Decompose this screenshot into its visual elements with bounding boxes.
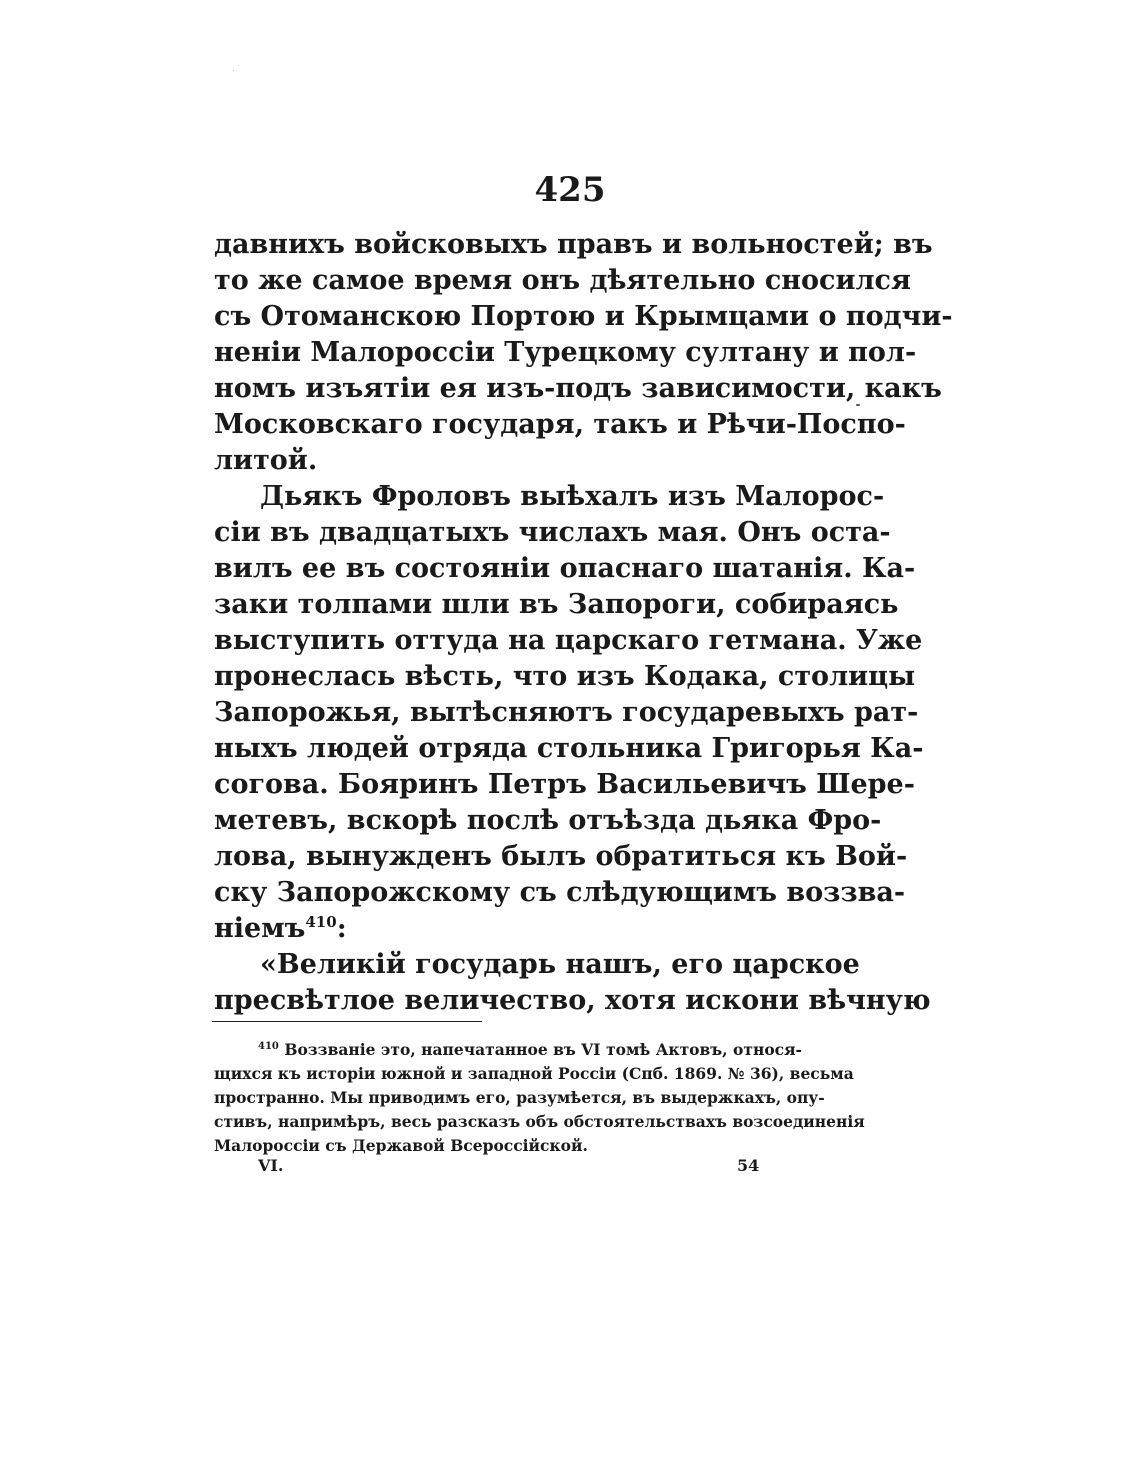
text-fragment: ніемъ <box>214 913 306 944</box>
footnote-line: пространно. Мы приводимъ его, разумѣется, въ выдержкахъ, опу- <box>214 1088 825 1107</box>
footnote-text: Воззваніе это, напечатанное въ VI томѣ Актовъ, относя- <box>284 1040 802 1059</box>
footnote-separator <box>212 1021 482 1022</box>
text-line: давнихъ войсковыхъ правъ и вольностей; въ <box>214 229 933 260</box>
scan-speck <box>856 404 860 406</box>
text-line: ску Запорожскому съ слѣдующимъ воззва- <box>214 877 906 908</box>
text-line: «Великій государь нашъ, его царское <box>260 949 860 980</box>
text-line: литой. <box>214 445 318 476</box>
text-line: согова. Бояринъ Петръ Васильевичъ Шере- <box>214 769 915 800</box>
text-line: ныхъ людей отряда стольника Григорья Ка- <box>214 733 924 764</box>
text-line <box>214 912 802 946</box>
text-line: Дьякъ Фроловъ выѣхалъ изъ Малорос- <box>260 481 885 512</box>
footnote-line: стивъ, напримѣръ, весь разсказъ объ обстоятельствахъ возсоединенія <box>214 1112 865 1131</box>
page-number: 425 <box>534 170 606 210</box>
text-line: Московскаго государя, такъ и Рѣчи-Поспо- <box>214 409 906 440</box>
footnote-line: щихся къ исторіи южной и западной Россіи (Спб. 1869. № 36), весьма <box>214 1064 854 1083</box>
text-line: лова, вынужденъ былъ обратиться къ Вой- <box>214 841 908 872</box>
text-line: метевъ, вскорѣ послѣ отъѣзда дьяка Фро- <box>214 805 882 836</box>
footnote-reference: 410 <box>305 913 337 931</box>
text-line: номъ изъятіи ея изъ-подъ зависимости, какъ <box>214 373 942 404</box>
footnote-line: Малороссіи съ Державой Всероссійской. <box>214 1136 588 1155</box>
text-line: вилъ ее въ состояніи опаснаго шатанія. Ка- <box>214 553 916 584</box>
footnote-line <box>258 1038 802 1062</box>
scan-speck <box>233 70 234 71</box>
sheet-number: 54 <box>737 1156 760 1175</box>
text-line: выступить оттуда на царскаго гетмана. Уже <box>214 625 923 656</box>
text-line: заки толпами шли въ Запороги, собираясь <box>214 589 899 620</box>
footnote-number: 410 <box>258 1040 279 1052</box>
punctuation: : <box>336 913 347 944</box>
text-line: пронеслась вѣсть, что изъ Кодака, столицы <box>214 661 916 692</box>
text-line: пресвѣтлое величество, хотя искони вѣчную <box>214 985 931 1016</box>
volume-signature: VI. <box>258 1156 284 1175</box>
text-line: Запорожья, вытѣсняютъ государевыхъ рат- <box>214 697 919 728</box>
text-line: то же самое время онъ дѣятельно сносился <box>214 265 911 296</box>
text-line: сіи въ двадцатыхъ числахъ мая. Онъ оста- <box>214 517 891 548</box>
text-line: съ Отоманскою Портою и Крымцами о подчи- <box>214 301 953 332</box>
text-line: неніи Малороссіи Турецкому султану и пол- <box>214 337 917 368</box>
